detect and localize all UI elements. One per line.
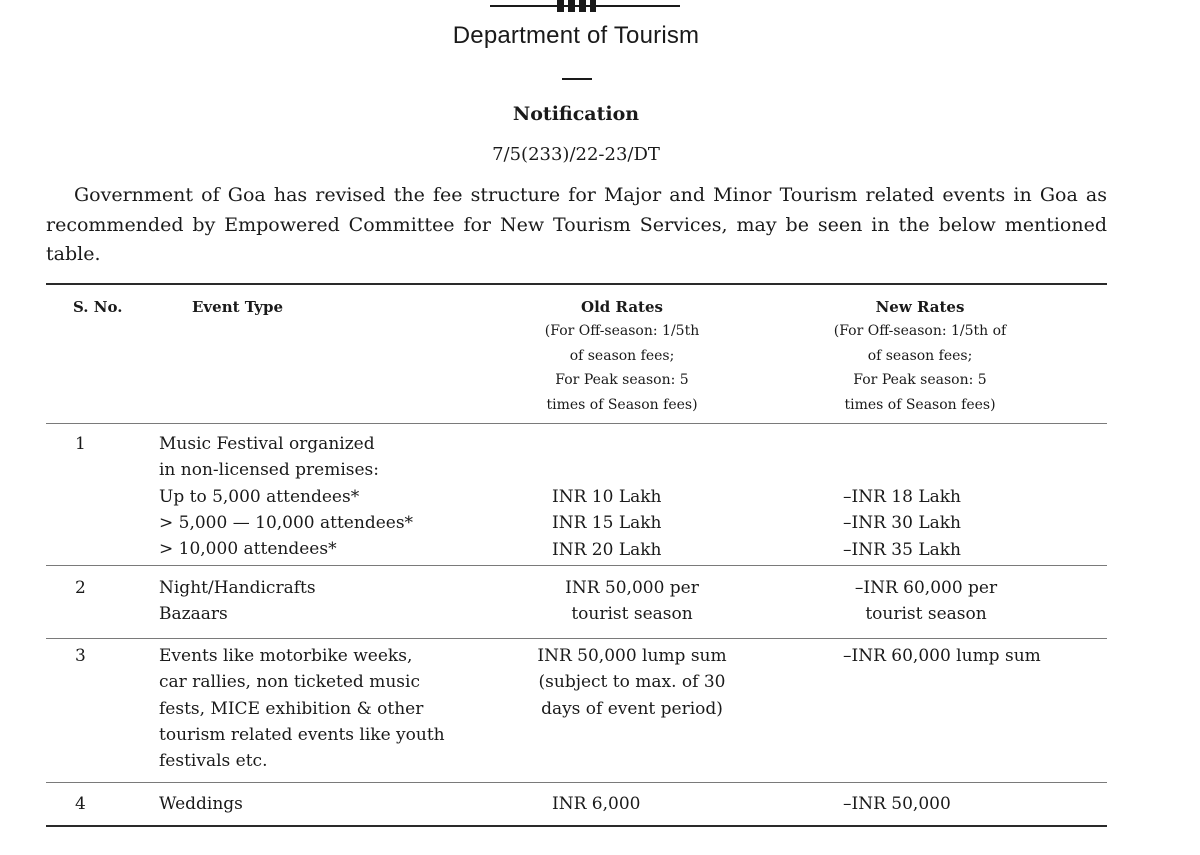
row-4-sno: 4 xyxy=(75,794,86,814)
table-header-rule xyxy=(46,423,1107,424)
row-1-sno: 1 xyxy=(75,434,86,454)
row-2-sno: 2 xyxy=(75,578,86,598)
row-1-event: Music Festival organized in non-licensed premises: Up to 5,000 attendees* > 5,000 — 10,000 attendees* > 10,000 attendees* xyxy=(159,434,414,560)
emblem-icon xyxy=(553,0,599,12)
department-title: Department of Tourism xyxy=(452,22,700,49)
row-3-new-rates: –INR 60,000 lump sum xyxy=(843,646,1041,666)
notification-number: 7/5(233)/22-23/DT xyxy=(492,144,660,165)
row-3-sno: 3 xyxy=(75,646,86,666)
header-event-type: Event Type xyxy=(192,298,284,316)
row-3-event: Events like motorbike weeks, car rallies, non ticketed music fests, MICE exhibition & other tourism related events like youth festivals etc. xyxy=(159,646,445,772)
row-divider xyxy=(46,782,1107,783)
notification-title: Notification xyxy=(512,103,640,125)
row-2-old-rates: INR 50,000 per tourist season xyxy=(565,578,699,625)
row-1-old-rates: INR 10 Lakh INR 15 Lakh INR 20 Lakh xyxy=(552,487,662,560)
row-3-old-rates: INR 50,000 lump sum (subject to max. of 30 days of event period) xyxy=(537,646,727,719)
header-sno: S. No. xyxy=(73,298,123,316)
intro-paragraph: Government of Goa has revised the fee structure for Major and Minor Tourism related events in Goa as recommended by Empowered Committee for New Tourism Services, may be seen in the below mentioned table. xyxy=(46,184,1107,265)
row-divider xyxy=(46,565,1107,566)
row-4-old-rates: INR 6,000 xyxy=(552,794,641,814)
title-divider xyxy=(562,78,592,80)
row-divider xyxy=(46,638,1107,639)
table-top-rule xyxy=(46,283,1107,285)
row-4-event: Weddings xyxy=(159,794,243,814)
row-4-new-rates: –INR 50,000 xyxy=(843,794,951,814)
header-old-rates: Old Rates xyxy=(581,298,663,316)
row-1-new-rates: –INR 18 Lakh –INR 30 Lakh –INR 35 Lakh xyxy=(843,487,962,560)
table-bottom-rule xyxy=(46,825,1107,827)
new-rates-note: (For Off-season: 1/5th of of season fees; For Peak season: 5 times of Season fees) xyxy=(833,323,1007,413)
old-rates-note: (For Off-season: 1/5th of season fees; For Peak season: 5 times of Season fees) xyxy=(544,323,700,413)
row-2-event: Night/Handicrafts Bazaars xyxy=(159,578,316,625)
header-new-rates: New Rates xyxy=(875,298,965,316)
row-2-new-rates: –INR 60,000 per tourist season xyxy=(854,578,998,625)
